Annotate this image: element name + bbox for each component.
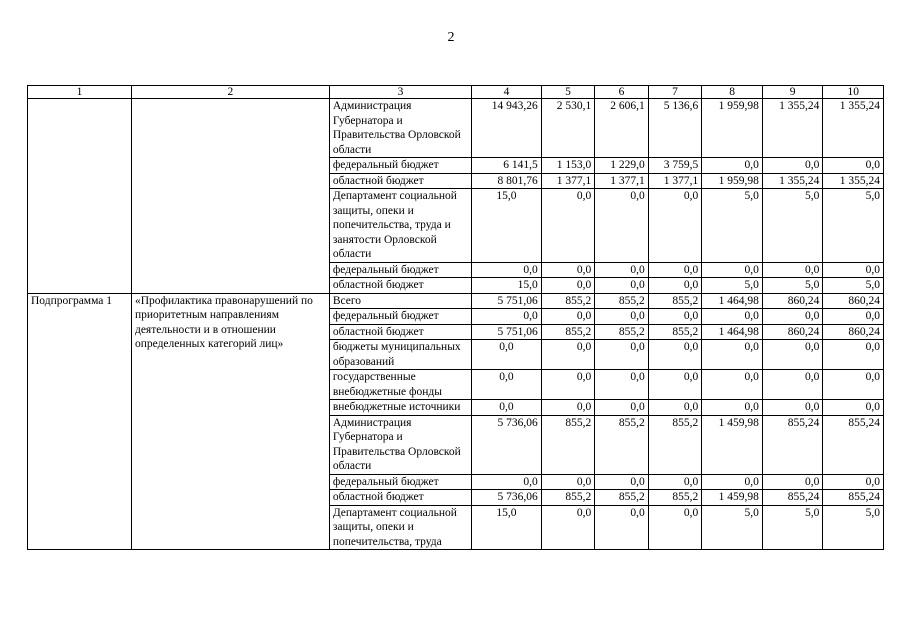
value-cell: 0,0 bbox=[762, 474, 823, 490]
value-cell: 1 355,24 bbox=[762, 99, 823, 158]
value-cell: 5 751,06 bbox=[472, 324, 542, 340]
value-cell: 0,0 bbox=[541, 189, 595, 263]
funding-source-cell: бюджеты муниципальных образований bbox=[329, 340, 471, 370]
value-cell: 1 459,98 bbox=[702, 415, 763, 474]
value-cell: 1 153,0 bbox=[541, 158, 595, 174]
header-cell: 2 bbox=[131, 86, 329, 99]
value-cell: 0,0 bbox=[762, 370, 823, 400]
value-cell: 0,0 bbox=[702, 158, 763, 174]
value-cell: 5,0 bbox=[823, 189, 884, 263]
value-cell: 5,0 bbox=[823, 505, 884, 550]
value-cell: 0,0 bbox=[472, 309, 542, 325]
page-number: 2 bbox=[447, 30, 455, 45]
value-cell: 0,0 bbox=[823, 474, 884, 490]
funding-source-cell: областной бюджет bbox=[329, 278, 471, 294]
value-cell: 1 959,98 bbox=[702, 173, 763, 189]
value-cell: 0,0 bbox=[648, 400, 702, 416]
value-cell: 1 459,98 bbox=[702, 490, 763, 506]
value-cell: 5,0 bbox=[702, 505, 763, 550]
value-cell: 0,0 bbox=[595, 474, 649, 490]
value-cell: 5,0 bbox=[762, 505, 823, 550]
header-cell: 4 bbox=[472, 86, 542, 99]
value-cell: 855,24 bbox=[823, 415, 884, 474]
value-cell: 0,0 bbox=[595, 505, 649, 550]
header-cell: 7 bbox=[648, 86, 702, 99]
value-cell: 5 736,06 bbox=[472, 490, 542, 506]
header-cell: 10 bbox=[823, 86, 884, 99]
value-cell: 0,0 bbox=[762, 340, 823, 370]
value-cell: 0,0 bbox=[541, 505, 595, 550]
value-cell: 5 136,6 bbox=[648, 99, 702, 158]
value-cell: 855,24 bbox=[823, 490, 884, 506]
value-cell: 860,24 bbox=[823, 324, 884, 340]
funding-source-cell: Департамент социальной защиты, опеки и попечительства, труда и занятости Орловской области bbox=[329, 189, 471, 263]
funding-source-cell: федеральный бюджет bbox=[329, 158, 471, 174]
header-cell: 5 bbox=[541, 86, 595, 99]
value-cell: 0,0 bbox=[541, 400, 595, 416]
subprogram-title: «Профилактика правонарушений по приоритетным направлениям деятельности и в отношении определенных категорий лиц» bbox=[131, 293, 329, 550]
value-cell: 0,0 bbox=[762, 158, 823, 174]
value-cell: 15,0 bbox=[472, 189, 542, 263]
header-cell: 3 bbox=[329, 86, 471, 99]
value-cell: 0,0 bbox=[648, 340, 702, 370]
value-cell: 0,0 bbox=[702, 340, 763, 370]
value-cell: 0,0 bbox=[472, 340, 542, 370]
value-cell: 0,0 bbox=[648, 309, 702, 325]
value-cell: 0,0 bbox=[648, 278, 702, 294]
value-cell: 855,2 bbox=[595, 415, 649, 474]
value-cell: 0,0 bbox=[823, 309, 884, 325]
value-cell: 0,0 bbox=[823, 370, 884, 400]
empty-cell bbox=[131, 99, 329, 294]
funding-source-cell: внебюджетные источники bbox=[329, 400, 471, 416]
value-cell: 0,0 bbox=[595, 309, 649, 325]
value-cell: 855,2 bbox=[648, 324, 702, 340]
header-cell: 9 bbox=[762, 86, 823, 99]
value-cell: 0,0 bbox=[762, 309, 823, 325]
value-cell: 0,0 bbox=[541, 309, 595, 325]
value-cell: 5,0 bbox=[702, 278, 763, 294]
value-cell: 0,0 bbox=[472, 400, 542, 416]
value-cell: 15,0 bbox=[472, 505, 542, 550]
value-cell: 5,0 bbox=[702, 189, 763, 263]
value-cell: 0,0 bbox=[648, 262, 702, 278]
value-cell: 855,2 bbox=[648, 415, 702, 474]
value-cell: 0,0 bbox=[595, 340, 649, 370]
funding-source-cell: областной бюджет bbox=[329, 173, 471, 189]
value-cell: 0,0 bbox=[541, 370, 595, 400]
funding-source-cell: государственные внебюджетные фонды bbox=[329, 370, 471, 400]
value-cell: 0,0 bbox=[648, 474, 702, 490]
value-cell: 1 464,98 bbox=[702, 324, 763, 340]
header-cell: 6 bbox=[595, 86, 649, 99]
value-cell: 855,2 bbox=[541, 293, 595, 309]
funding-source-cell: Департамент социальной защиты, опеки и попечительства, труда bbox=[329, 505, 471, 550]
value-cell: 0,0 bbox=[648, 189, 702, 263]
value-cell: 1 377,1 bbox=[648, 173, 702, 189]
empty-cell bbox=[28, 99, 132, 294]
value-cell: 5 736,06 bbox=[472, 415, 542, 474]
value-cell: 860,24 bbox=[823, 293, 884, 309]
value-cell: 5,0 bbox=[823, 278, 884, 294]
value-cell: 6 141,5 bbox=[472, 158, 542, 174]
value-cell: 0,0 bbox=[595, 400, 649, 416]
value-cell: 2 606,1 bbox=[595, 99, 649, 158]
value-cell: 1 959,98 bbox=[702, 99, 763, 158]
value-cell: 3 759,5 bbox=[648, 158, 702, 174]
value-cell: 0,0 bbox=[541, 278, 595, 294]
value-cell: 0,0 bbox=[595, 370, 649, 400]
value-cell: 0,0 bbox=[702, 400, 763, 416]
funding-source-cell: областной бюджет bbox=[329, 324, 471, 340]
subprogram-label: Подпрограмма 1 bbox=[28, 293, 132, 550]
value-cell: 1 355,24 bbox=[823, 173, 884, 189]
value-cell: 0,0 bbox=[762, 400, 823, 416]
value-cell: 855,2 bbox=[541, 415, 595, 474]
value-cell: 855,2 bbox=[648, 293, 702, 309]
value-cell: 0,0 bbox=[648, 505, 702, 550]
value-cell: 0,0 bbox=[472, 262, 542, 278]
funding-source-cell: Администрация Губернатора и Правительства Орловской области bbox=[329, 99, 471, 158]
funding-source-cell: Всего bbox=[329, 293, 471, 309]
header-cell: 8 bbox=[702, 86, 763, 99]
value-cell: 0,0 bbox=[702, 309, 763, 325]
header-cell: 1 bbox=[28, 86, 132, 99]
value-cell: 860,24 bbox=[762, 324, 823, 340]
value-cell: 5 751,06 bbox=[472, 293, 542, 309]
value-cell: 0,0 bbox=[595, 278, 649, 294]
funding-source-cell: федеральный бюджет bbox=[329, 309, 471, 325]
value-cell: 0,0 bbox=[823, 400, 884, 416]
value-cell: 14 943,26 bbox=[472, 99, 542, 158]
table-header bbox=[28, 86, 884, 99]
header-row bbox=[28, 86, 884, 99]
value-cell: 0,0 bbox=[595, 189, 649, 263]
value-cell: 1 464,98 bbox=[702, 293, 763, 309]
value-cell: 860,24 bbox=[762, 293, 823, 309]
value-cell: 855,24 bbox=[762, 415, 823, 474]
value-cell: 0,0 bbox=[472, 370, 542, 400]
table-row bbox=[28, 99, 884, 158]
value-cell: 5,0 bbox=[762, 189, 823, 263]
value-cell: 0,0 bbox=[648, 370, 702, 400]
funding-source-cell: областной бюджет bbox=[329, 490, 471, 506]
table-row bbox=[28, 293, 884, 309]
table-body bbox=[28, 99, 884, 550]
value-cell: 5,0 bbox=[762, 278, 823, 294]
value-cell: 855,2 bbox=[595, 293, 649, 309]
value-cell: 0,0 bbox=[823, 158, 884, 174]
value-cell: 0,0 bbox=[702, 370, 763, 400]
value-cell: 855,2 bbox=[648, 490, 702, 506]
value-cell: 0,0 bbox=[541, 262, 595, 278]
funding-source-cell: федеральный бюджет bbox=[329, 474, 471, 490]
value-cell: 0,0 bbox=[472, 474, 542, 490]
value-cell: 2 530,1 bbox=[541, 99, 595, 158]
funding-source-cell: Администрация Губернатора и Правительства Орловской области bbox=[329, 415, 471, 474]
value-cell: 8 801,76 bbox=[472, 173, 542, 189]
value-cell: 15,0 bbox=[472, 278, 542, 294]
value-cell: 855,2 bbox=[541, 490, 595, 506]
value-cell: 1 377,1 bbox=[595, 173, 649, 189]
value-cell: 0,0 bbox=[541, 340, 595, 370]
value-cell: 1 229,0 bbox=[595, 158, 649, 174]
value-cell: 855,2 bbox=[541, 324, 595, 340]
value-cell: 1 355,24 bbox=[762, 173, 823, 189]
value-cell: 0,0 bbox=[702, 262, 763, 278]
value-cell: 0,0 bbox=[595, 262, 649, 278]
value-cell: 0,0 bbox=[702, 474, 763, 490]
value-cell: 855,2 bbox=[595, 324, 649, 340]
value-cell: 0,0 bbox=[823, 262, 884, 278]
value-cell: 855,2 bbox=[595, 490, 649, 506]
funding-source-cell: федеральный бюджет bbox=[329, 262, 471, 278]
value-cell: 855,24 bbox=[762, 490, 823, 506]
value-cell: 1 377,1 bbox=[541, 173, 595, 189]
value-cell: 0,0 bbox=[762, 262, 823, 278]
budget-table bbox=[27, 85, 884, 550]
value-cell: 1 355,24 bbox=[823, 99, 884, 158]
value-cell: 0,0 bbox=[823, 340, 884, 370]
value-cell: 0,0 bbox=[541, 474, 595, 490]
